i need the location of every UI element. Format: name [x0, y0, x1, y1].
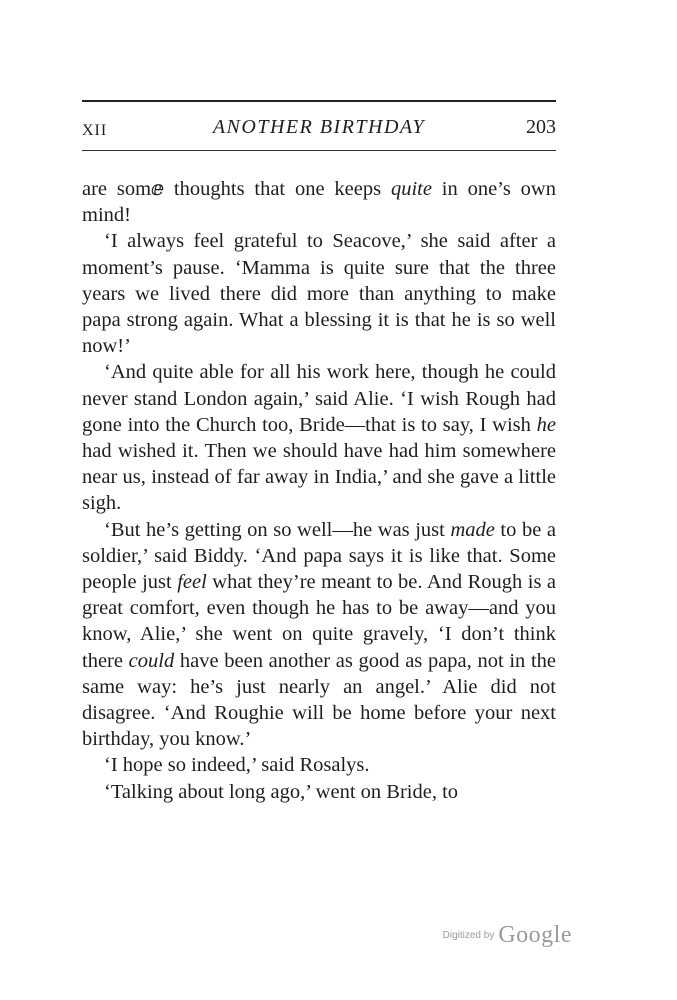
watermark-prefix: Digitized by [442, 930, 495, 941]
top-rule [82, 100, 556, 102]
text-run: ‘Talking about long ago,’ went on Bride, to [104, 780, 459, 803]
emphasized-text: made [450, 518, 495, 541]
paragraph [82, 359, 556, 516]
paragraph [82, 779, 556, 805]
paragraph [82, 176, 556, 228]
text-run: ‘But he’s getting on so well—he was just [104, 518, 451, 541]
text-run: to be a soldier,’ said Biddy. ‘And papa says it is like that. Some people just [82, 518, 556, 594]
emphasized-text: feel [177, 571, 207, 594]
google-logo-text: Google [498, 922, 572, 948]
text-run: in one’s own mind! [82, 178, 556, 227]
page-number: 203 [526, 116, 556, 138]
body-text [82, 176, 556, 805]
running-title: ANOTHER BIRTHDAY [212, 116, 426, 138]
paragraph [82, 228, 556, 359]
text-run: had wished it. Then we should have had him somewhere near us, instead of far away in India,’ and she gave a little sigh. [82, 440, 556, 515]
digitized-watermark [443, 922, 572, 949]
paragraph [82, 517, 556, 753]
text-run: ‘And quite able for all his work here, though he could never stand London again,’ said Alie. ‘I wish Rough had gone into the Church too, Bride—that is to say, I wish [82, 361, 556, 436]
running-header [82, 116, 556, 146]
text-run: what they’re meant to be. And Rough is a great comfort, even though he has to be away—and you know, Alie,’ she went on quite gravely, ‘I don’t think there [82, 571, 556, 672]
emphasized-text: quite [390, 178, 432, 200]
emphasized-text: could [128, 649, 175, 672]
text-run: are somⅇ thoughts that one keeps [82, 178, 391, 200]
chapter-number: XII [82, 122, 108, 139]
header-rule [82, 150, 556, 151]
emphasized-text: he [536, 413, 556, 436]
text-run: have been another as good as papa, not in the same way: he’s just nearly an angel.’ Alie did not disagree. ‘And Roughie will be home before your next birthday, you know.’ [82, 649, 556, 751]
text-run: ‘I always feel grateful to Seacove,’ she said after a moment’s pause. ‘Mamma is quite sure that the three years we lived there did more than anything to make papa strong again. What a blessing it is that he is so well now!’ [82, 230, 556, 358]
text-run: ‘I hope so indeed,’ said Rosalys. [104, 754, 370, 777]
paragraph [82, 752, 556, 778]
